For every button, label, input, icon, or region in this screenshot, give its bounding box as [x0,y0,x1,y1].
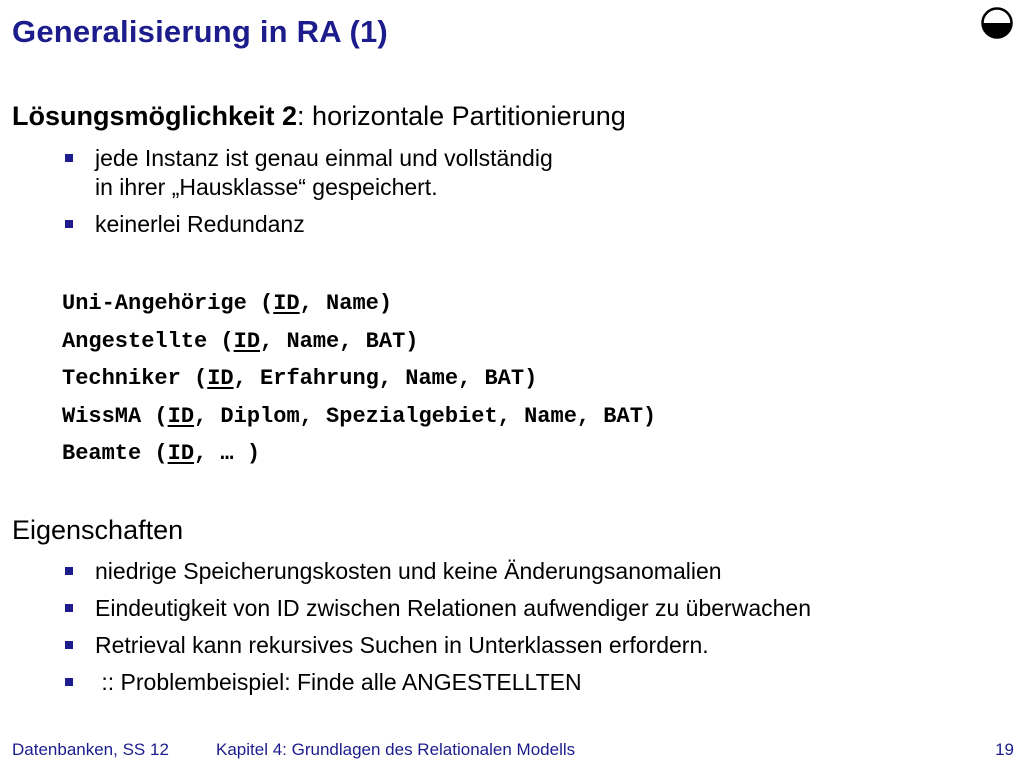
bullet-square-icon [65,220,73,228]
relation-schema [62,398,656,436]
half-circle-logo-icon [980,6,1014,40]
primary-key: ID [273,291,300,316]
solution-heading-rest: : horizontale Partitionierung [297,101,626,131]
relation-schema [62,323,656,361]
primary-key: ID [233,328,261,354]
bullet-square-icon [65,567,73,575]
relation-schema [62,435,656,473]
bullet-square-icon [65,678,73,686]
relation-schema-list [62,285,656,473]
list-item [62,631,811,660]
bullet-text: Eindeutigkeit von ID zwischen Relationen aufwendiger zu überwachen [95,595,811,621]
solution-heading-bold: Lösungsmöglichkeit 2 [12,101,298,131]
relation-attributes: , Diplom, Spezialgebiet, Name, BAT) [194,403,657,429]
properties-bullet-list [62,557,811,697]
footer-chapter: Kapitel 4: Grundlagen des Relationalen Modells [216,740,576,759]
list-item [62,668,811,697]
relation-schema [62,285,656,323]
list-item [62,210,553,239]
relation-name: Beamte ( [62,441,168,466]
primary-key: ID [167,403,195,429]
footer-course: Datenbanken, SS 12 [12,740,169,759]
bullet-text: Retrieval kann rekursives Suchen in Unterklassen erfordern. [95,632,709,658]
list-item [62,144,553,202]
bullet-text: jede Instanz ist genau einmal und vollständig [95,145,553,171]
bullet-text: in ihrer „Hausklasse“ gespeichert. [95,174,438,200]
primary-key: ID [207,366,234,391]
bullet-text: :: Problembeispiel: Finde alle ANGESTELLTEN [95,669,582,695]
relation-name: Angestellte ( [62,328,234,354]
bullet-text: keinerlei Redundanz [95,211,305,237]
section-heading-solution [12,100,626,132]
solution-bullet-list [62,144,553,239]
relation-name: Techniker ( [62,366,208,391]
bullet-square-icon [65,604,73,612]
footer-page-number: 19 [995,740,1014,759]
bullet-text: niedrige Speicherungskosten und keine Änderungsanomalien [95,558,722,584]
list-item [62,594,811,623]
relation-attributes: , Name, BAT) [260,328,419,354]
slide-title: Generalisierung in RA (1) [12,14,388,49]
relation-name: Uni-Angehörige ( [62,291,274,316]
bullet-square-icon [65,154,73,162]
bullet-square-icon [65,641,73,649]
relation-attributes: , Name) [299,291,393,316]
list-item [62,557,811,586]
relation-name: WissMA ( [62,403,168,429]
relation-attributes: , Erfahrung, Name, BAT) [233,366,538,391]
relation-schema [62,360,656,398]
relation-attributes: , … ) [194,441,261,466]
primary-key: ID [167,441,195,466]
section-heading-properties: Eigenschaften [12,515,184,545]
